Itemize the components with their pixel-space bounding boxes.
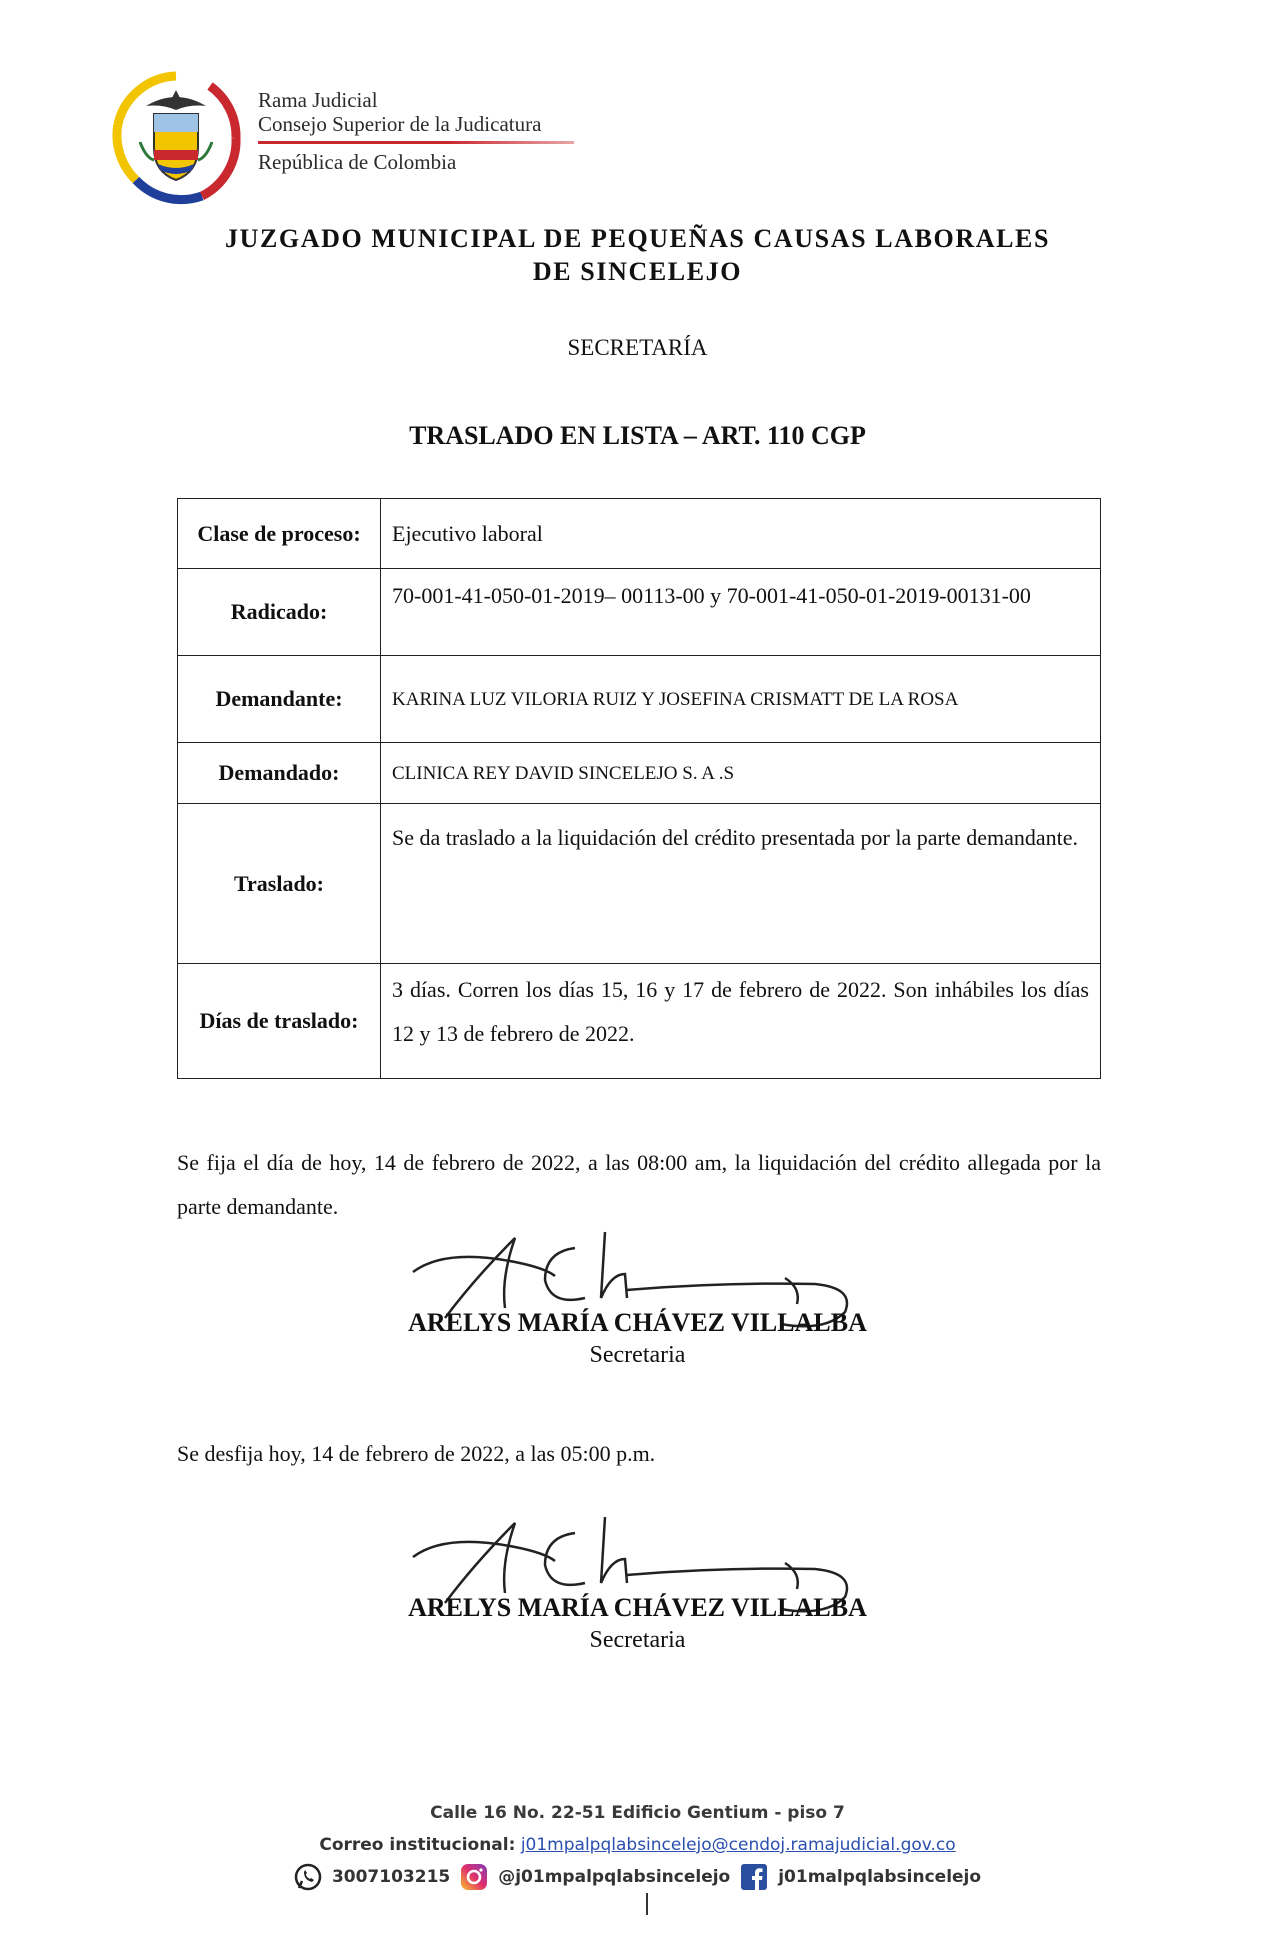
table-row: [178, 499, 1101, 569]
fija-paragraph: Se fija el día de hoy, 14 de febrero de 2022, a las 08:00 am, la liquidación del crédito allegada por la parte demandante.: [177, 1150, 1101, 1219]
radicado-value: 70-001-41-050-01-2019– 00113-00 y 70-001-41-050-01-2019-00131-00: [381, 569, 1101, 656]
dias-value: 3 días. Corren los días 15, 16 y 17 de febrero de 2022. Son inhábiles los días 12 y 13 de febrero de 2022.: [381, 964, 1101, 1079]
footer: [0, 1797, 1275, 1893]
facebook-handle[interactable]: j01malpqlabsincelejo: [778, 1867, 982, 1887]
radicado-label: Radicado:: [178, 569, 381, 656]
whatsapp-number[interactable]: 3007103215: [331, 1867, 451, 1887]
letterhead-line1: Rama Judicial: [258, 88, 378, 112]
table-row: [178, 964, 1101, 1079]
letterhead-rule: [258, 141, 574, 144]
letterhead-line2: Consejo Superior de la Judicatura: [258, 112, 542, 136]
footer-address: Calle 16 No. 22-51 Edificio Gentium - piso 7: [430, 1803, 845, 1823]
demandado-label: Demandado:: [178, 743, 381, 804]
footer-email-row: [0, 1829, 1275, 1861]
demandado-value: CLINICA REY DAVID SINCELEJO S. A .S: [381, 743, 1101, 804]
dias-label: Días de traslado:: [178, 964, 381, 1079]
court-line2: DE SINCELEJO: [532, 257, 743, 286]
instagram-icon: [460, 1863, 488, 1891]
demandante-value: KARINA LUZ VILORIA RUIZ Y JOSEFINA CRISMATT DE LA ROSA: [381, 656, 1101, 743]
signer-role: Secretaria: [589, 1342, 686, 1368]
clase-label: Clase de proceso:: [178, 499, 381, 569]
table-row: [178, 743, 1101, 804]
colombia-coat-of-arms-icon: [106, 68, 246, 208]
footer-contacts: [0, 1861, 1275, 1893]
text-cursor-mark: [646, 1893, 648, 1915]
case-info-table: [177, 498, 1101, 1079]
table-row: [178, 804, 1101, 964]
letterhead-line3: República de Colombia: [258, 150, 457, 174]
table-row: [178, 656, 1101, 743]
email-link[interactable]: j01mpalpqlabsincelejo@cendoj.ramajudicial.gov.co: [520, 1835, 956, 1855]
court-line1: JUZGADO MUNICIPAL DE PEQUEÑAS CAUSAS LABORALES: [224, 224, 1051, 253]
letterhead: [258, 88, 574, 174]
court-name: [0, 222, 1275, 288]
whatsapp-icon: [294, 1863, 322, 1891]
signer-name: ARELYS MARÍA CHÁVEZ VILLALBA: [408, 1308, 867, 1337]
clase-value: Ejecutivo laboral: [381, 499, 1101, 569]
document-title: TRASLADO EN LISTA – ART. 110 CGP: [409, 421, 866, 450]
email-label: Correo institucional:: [319, 1835, 516, 1855]
traslado-value: Se da traslado a la liquidación del crédito presentada por la parte demandante.: [381, 804, 1101, 964]
demandante-label: Demandante:: [178, 656, 381, 743]
signer-role: Secretaria: [589, 1627, 686, 1653]
instagram-handle[interactable]: @j01mpalpqlabsincelejo: [498, 1867, 731, 1887]
desfija-paragraph: Se desfija hoy, 14 de febrero de 2022, a las 05:00 p.m.: [177, 1441, 656, 1466]
table-row: [178, 569, 1101, 656]
signer-name: ARELYS MARÍA CHÁVEZ VILLALBA: [408, 1593, 867, 1622]
section-heading: SECRETARÍA: [567, 335, 708, 360]
facebook-icon: [740, 1863, 768, 1891]
traslado-label: Traslado:: [178, 804, 381, 964]
